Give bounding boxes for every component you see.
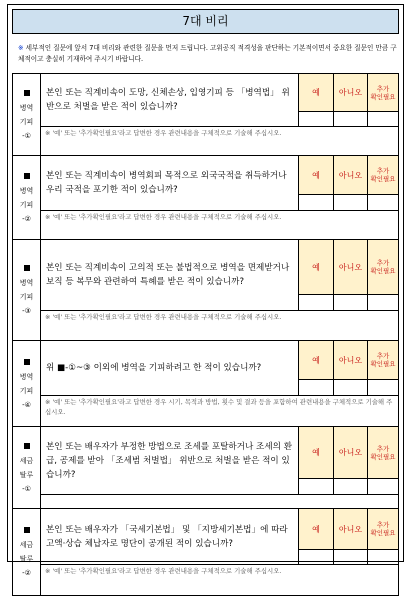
category-label: 병역	[19, 279, 34, 287]
answer-no-box[interactable]	[334, 380, 368, 396]
intro-body: 세부적인 질문에 앞서 7대 비리와 관련한 질문을 먼저 드립니다. 고위공직 적격성을 판단하는 기본적이면서 중요한 질문인 만큼 구체적이고 충실히 기재하여 주시기 바랍니다.	[18, 44, 397, 63]
square-bullet-icon	[24, 527, 30, 533]
square-bullet-icon	[24, 359, 30, 365]
answer-no-box[interactable]	[334, 550, 368, 565]
answer-note-field[interactable]: ※ '예' 또는 '추가확인필요'라고 답변한 경우 관련내용을 구체적으로 기술해 주십시오.	[41, 127, 399, 156]
answer-yes-label: 예	[299, 341, 334, 380]
question-category	[13, 341, 41, 427]
answer-check-label: 추가 확인필요	[368, 74, 399, 112]
category-label: -①	[22, 131, 31, 140]
category-label: 기피	[19, 200, 34, 209]
category-label: 세금	[19, 456, 34, 465]
answer-note-field[interactable]: ※ '예' 또는 '추가확인필요'라고 답변한 경우 관련내용을 구체적으로 기술해 주십시오.	[41, 565, 399, 596]
question-text: 본인 또는 직계비속이 고의적 또는 불법적으로 병역을 면제받거나 보직 등 복무와 관련하여 특혜를 받은 적이 있습니까?	[41, 240, 299, 311]
square-bullet-icon	[24, 173, 30, 179]
question-category	[13, 427, 41, 509]
answer-yes-box[interactable]	[299, 112, 334, 127]
answer-yes-label: 예	[299, 156, 334, 195]
answer-check-box[interactable]	[368, 195, 399, 211]
answer-check-label: 추가 확인필요	[368, 509, 399, 550]
answer-check-box[interactable]	[368, 295, 399, 311]
question-row	[13, 74, 399, 112]
category-label: 병역	[19, 372, 34, 381]
page-title: 7대 비리	[12, 9, 399, 34]
answer-yes-label: 예	[299, 240, 334, 295]
answer-yes-label: 예	[299, 509, 334, 550]
answer-note-field[interactable]: ※ '예' 또는 '추가확인필요'라고 답변한 경우 관련내용을 구체적으로 기술해 주십시오.	[41, 311, 399, 341]
answer-yes-label: 예	[299, 74, 334, 112]
answer-check-box[interactable]	[368, 550, 399, 565]
question-row	[13, 509, 399, 550]
category-label: -②	[22, 569, 31, 577]
question-text: 본인 또는 직계비속이 병역회피 목적으로 외국국적을 취득하거나 우리 국적을 포기한 적이 있습니까?	[41, 156, 299, 211]
answer-yes-box[interactable]	[299, 295, 334, 311]
answer-no-label: 아니오	[334, 74, 368, 112]
question-category	[13, 156, 41, 240]
question-text: 본인 또는 배우자가 부정한 방법으로 조세를 포탈하거나 조세의 환급, 공제를 받아 「조세범 처벌법」 위반으로 처벌을 받은 적이 있습니까?	[41, 427, 299, 495]
question-category	[13, 240, 41, 341]
answer-yes-box[interactable]	[299, 380, 334, 396]
category-label: -①	[22, 484, 31, 493]
question-row	[13, 341, 399, 380]
answer-no-box[interactable]	[334, 112, 368, 127]
answer-note-field[interactable]: ※ '예' 또는 '추가확인필요'라고 답변한 경우 시기, 목적과 방법, 횟수 및 결과 등을 포함하여 관련내용을 구체적으로 기술해 주십시오.	[41, 396, 399, 427]
category-label: 세금	[19, 541, 34, 549]
category-label: -③	[22, 307, 31, 315]
answer-no-box[interactable]	[334, 479, 368, 495]
answer-check-label: 추가 확인필요	[368, 156, 399, 195]
category-label: 기피	[19, 117, 34, 126]
intro-text	[18, 43, 398, 65]
question-text: 본인 또는 배우자가 「국세기본법」 및 「지방세기본법」에 따라 고액·상습 체납자로 명단이 공개된 적이 있습니까?	[41, 509, 299, 565]
square-bullet-icon	[24, 265, 30, 271]
question-category	[13, 509, 41, 596]
square-bullet-icon	[24, 443, 30, 449]
answer-no-box[interactable]	[334, 295, 368, 311]
category-label: 병역	[19, 103, 34, 112]
answer-no-box[interactable]	[334, 195, 368, 211]
intro-mark: ※	[18, 44, 24, 52]
category-label: -④	[22, 400, 31, 409]
answer-check-box[interactable]	[368, 380, 399, 396]
question-row	[13, 240, 399, 295]
square-bullet-icon	[24, 90, 30, 96]
answer-check-box[interactable]	[368, 479, 399, 495]
question-row	[13, 156, 399, 195]
question-category	[13, 74, 41, 156]
category-label: 탈루	[19, 470, 34, 479]
answer-no-label: 아니오	[334, 341, 368, 380]
question-row	[13, 427, 399, 479]
answer-note-field[interactable]	[41, 495, 399, 509]
answer-check-box[interactable]	[368, 112, 399, 127]
question-text: 본인 또는 직계비속이 도망, 신체손상, 입영기피 등 「병역법」 위반으로 처벌을 받은 적이 있습니까?	[41, 74, 299, 127]
answer-yes-box[interactable]	[299, 550, 334, 565]
answer-yes-box[interactable]	[299, 479, 334, 495]
answer-check-label: 추가 확인필요	[368, 341, 399, 380]
question-text: 위 ■-①~③ 이외에 병역을 기피하려고 한 적이 있습니까?	[41, 341, 299, 396]
answer-yes-label: 예	[299, 427, 334, 479]
answer-no-label: 아니오	[334, 240, 368, 295]
answer-no-label: 아니오	[334, 427, 368, 479]
answer-yes-box[interactable]	[299, 195, 334, 211]
answer-check-label: 추가 확인필요	[368, 240, 399, 295]
category-label: -②	[22, 214, 31, 223]
category-label: 탈루	[19, 555, 34, 563]
answer-no-label: 아니오	[334, 509, 368, 550]
category-label: 병역	[19, 186, 34, 195]
answer-no-label: 아니오	[334, 156, 368, 195]
answer-check-label: 추가 확인필요	[368, 427, 399, 479]
question-table	[12, 73, 399, 596]
category-label: 기피	[19, 293, 34, 301]
answer-note-field[interactable]: ※ '예' 또는 '추가확인필요'라고 답변한 경우 관련내용을 구체적으로 기술해 주십시오.	[41, 211, 399, 240]
form-page	[7, 4, 404, 577]
category-label: 기피	[19, 386, 34, 395]
